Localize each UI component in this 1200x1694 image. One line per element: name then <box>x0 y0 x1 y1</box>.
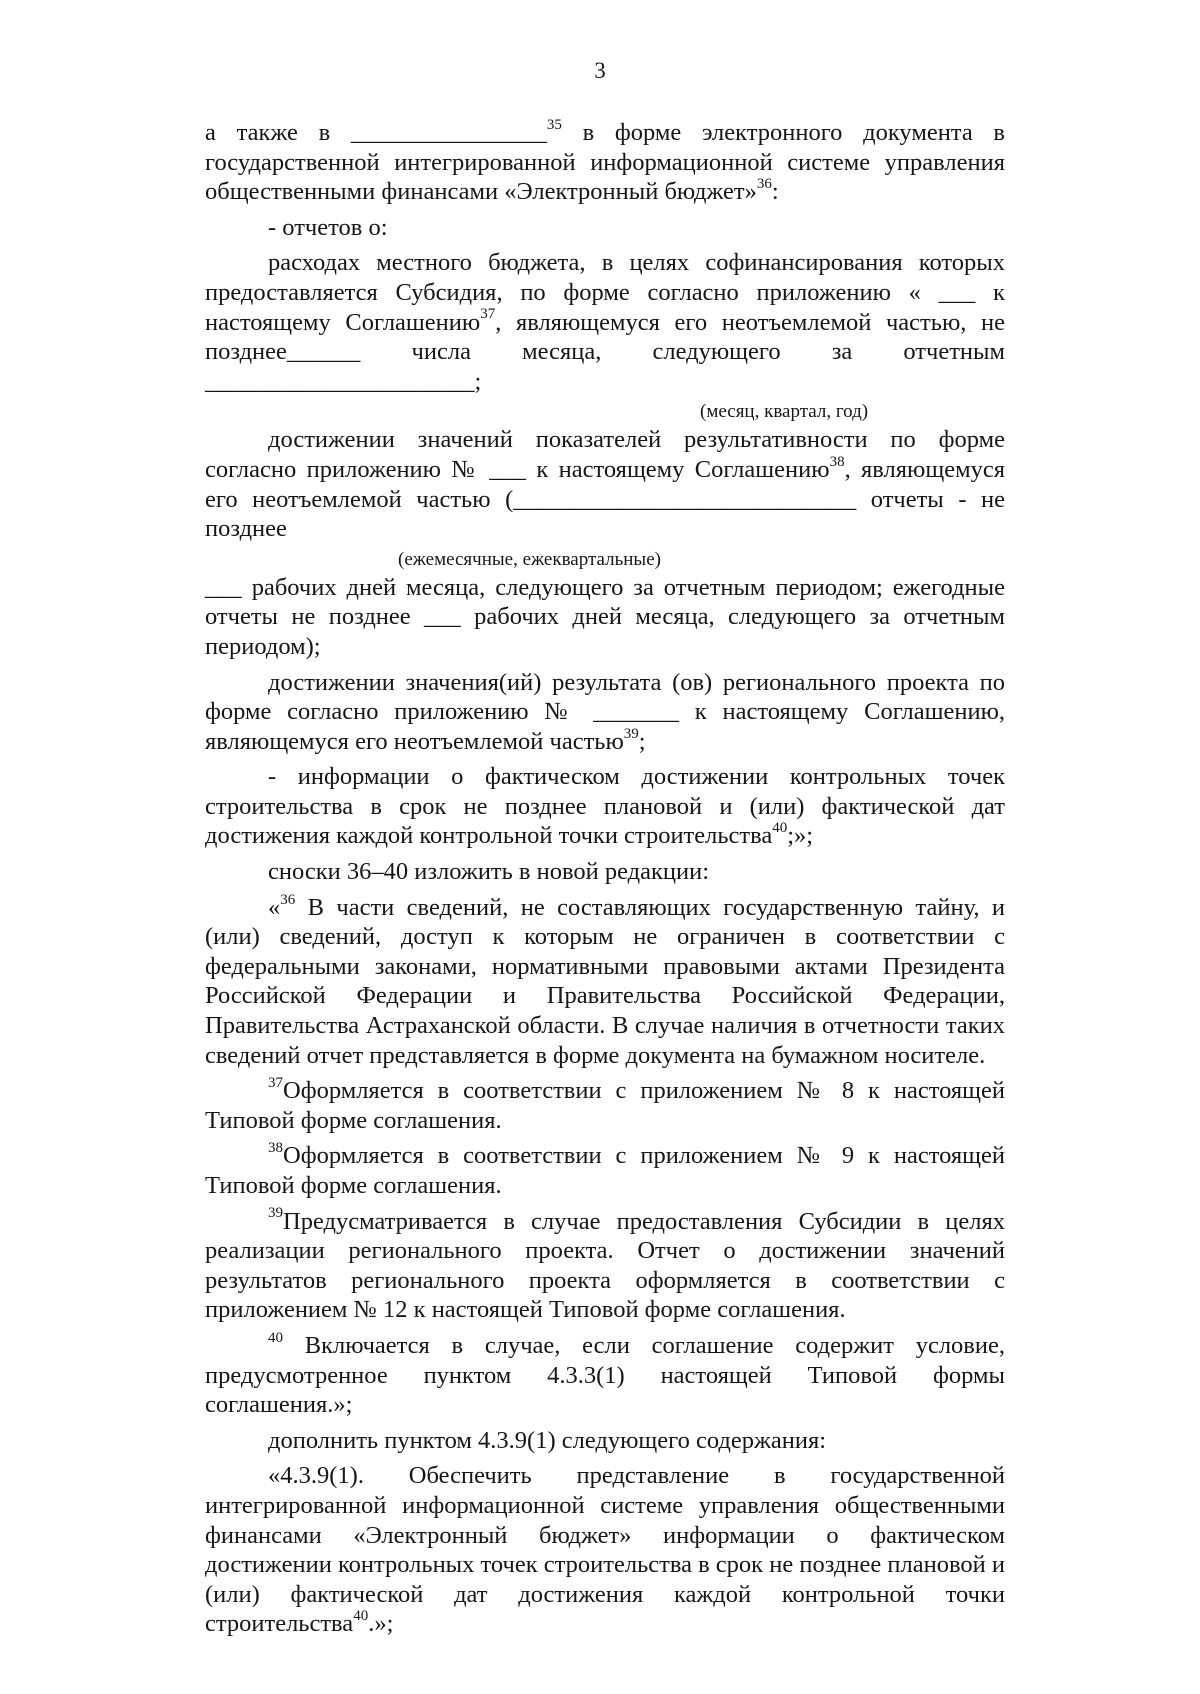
footnote-text: $^{37}$Оформляется в соответствии с приложением № 8 к настоящей Типовой форме соглашения. <box>205 1075 1005 1134</box>
footnote-ref: 37 <box>480 306 496 323</box>
footnote-text: «$^{36}$ В части сведений, не составляющих государственную тайну, и (или) сведений, доступ к которым не ограничен в соответствии с федеральными законами, нормативными правовыми актами Президента Российской Федерации и Правительства Российской Федерации, Правительства Астраханской области. В случае наличия в отчетности таких сведений отчет представляется в форме документа на бумажном носителе. <box>205 891 1005 1069</box>
footnote-ref: 39 <box>268 1205 283 1222</box>
footnote-ref: 39 <box>623 725 639 742</box>
footnote-ref: 36 <box>280 891 296 908</box>
footnote-ref: 40 <box>268 1329 283 1346</box>
paragraph: достижении значений показателей результативности по форме согласно приложению № ___ к настоящему Соглашению$^{38}$, являющемуся его неотъемлемой частью (____________________________ отчеты - не позднее <box>205 426 1005 543</box>
paragraph: а также в ________________$^{35}$ в форме электронного документа в государственной интегрированной информационной системе управления общественными финансами «Электронный бюджет»$^{36}$: <box>205 116 1005 206</box>
footnote-text: $^{40}$ Включается в случае, если соглашение содержит условие, предусмотренное пунктом 4.3.3(1) настоящей Типовой формы соглашения.»; <box>205 1329 1005 1419</box>
paragraph: расходах местного бюджета, в целях софинансирования которых предоставляется Субсидия, по форме согласно приложению « ___ к настоящему Соглашению$^{37}$, являющемуся его неотъемлемой частью, не позднее______ числа месяца, следующего за отчетным ______________________; <box>205 249 1005 395</box>
document-body <box>205 118 1005 1645</box>
paragraph: - информации о фактическом достижении контрольных точек строительства в срок не позднее плановой и (или) фактической дат достижения каждой контрольной точки строительства$^{40}$;»; <box>205 763 1005 850</box>
footnote-ref: 37 <box>268 1075 283 1092</box>
footnote-text: $^{39}$Предусматривается в случае предоставления Субсидии в целях реализации регионального проекта. Отчет о достижении значений результатов регионального проекта оформляется в соответствии с приложением № 12 к настоящей Типовой форме соглашения. <box>205 1205 1005 1324</box>
footnote-ref: 40 <box>772 820 788 837</box>
footnote-text: $^{38}$Оформляется в соответствии с приложением № 9 к настоящей Типовой форме соглашения. <box>205 1140 1005 1199</box>
footnote-ref: 38 <box>829 453 845 470</box>
paragraph: - отчетов о: <box>268 213 388 241</box>
field-caption: (ежемесячные, ежеквартальные) <box>398 548 661 570</box>
paragraph: сноски 36–40 изложить в новой редакции: <box>268 858 710 886</box>
footnote-ref: 38 <box>268 1140 283 1157</box>
paragraph: ___ рабочих дней месяца, следующего за отчетным периодом; ежегодные отчеты не позднее ___ рабочих дней месяца, следующего за отчетным периодом); <box>205 573 1005 660</box>
paragraph: «4.3.9(1). Обеспечить представление в государственной интегрированной информационной системе управления общественными финансами «Электронный бюджет» информации о фактическом достижении контрольных точек строительства в срок не позднее плановой и (или) фактической дат достижения каждой контрольной точки строительства$^{40}$.»; <box>205 1462 1005 1638</box>
paragraph: дополнить пунктом 4.3.9(1) следующего содержания: <box>268 1426 827 1454</box>
paragraph: достижении значения(ий) результата (ов) регионального проекта по форме согласно приложению № _______ к настоящему Соглашению, являющемуся его неотъемлемой частью$^{39}$; <box>205 668 1005 755</box>
page-number: 3 <box>594 58 606 83</box>
field-caption: (месяц, квартал, год) <box>700 401 869 423</box>
footnote-ref: 35 <box>546 116 562 133</box>
footnote-ref: 36 <box>756 176 772 193</box>
footnote-ref: 40 <box>353 1608 369 1625</box>
